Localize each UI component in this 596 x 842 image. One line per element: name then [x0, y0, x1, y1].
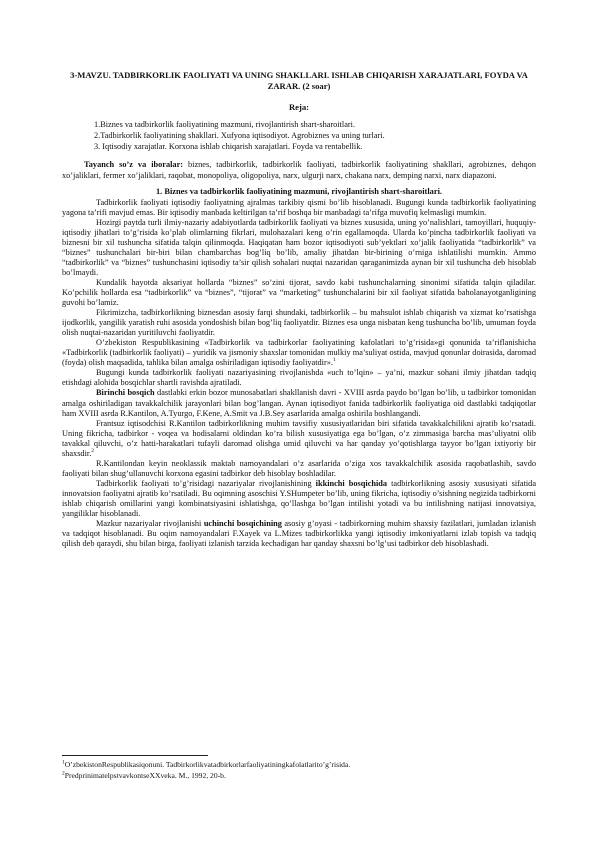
bold-term: uchinchi bosqichining — [203, 519, 282, 529]
paragraph-text: Tadbirkorlik faoliyati to’g’risidagi nazariyalar rivojlanishining — [96, 478, 316, 488]
footnote — [62, 771, 536, 781]
paragraph — [62, 338, 536, 368]
section-heading: 1. Biznes va tadbirkorlik faoliyatining mazmuni, rivojlantirish shart-sharoitlari. — [155, 187, 442, 196]
plan-item: 1.Biznes va tadbirkorlik faoliyatining mazmuni, rivojlantirish shart-sharoitlari. — [94, 120, 356, 130]
keywords-paragraph — [62, 160, 536, 181]
bold-term: Birinchi bosqich — [96, 388, 155, 398]
plan-heading: Reja: — [288, 102, 310, 113]
footnote-mark: 1 — [62, 759, 65, 766]
paragraph-text: tadbirkorlikning asosiy xususiyati sifatida innovatsion faoliyatni ajratib ko’rsatiladi. Bu oqimning asoschisi Y.SHumpeter bo’lib, uning fikricha, iqtisodiy o’sishning negizida tadbirkorni ishlab chiqarish omillarini yangi kombinatsiyasini ishlatishga, qo’llashga bo’lgan intilishi yotadi va bu intilishning natijasi innovatsiya, yangiliklar hisoblanadi. — [62, 478, 537, 519]
paragraph: Tadbirkorlik faoliyati iqtisodiy faoliyatning ajralmas tarkibiy qismi bo’lib hisoblanadi. Bugungi kunda tadbirkorlik faoliyatining yagona ta’rifi mavjud emas. Bir iqtisodiy manbada keltirilgan ta’rif boshqa bir manbadagi ta’rifga muvofiq kelmasligi mumkin. — [62, 197, 536, 217]
paragraph: R.Kantilondan keyin neoklassik maktab namoyandalari o’z asarlarida o’ziga xos tavakkalchilik asosida raqobatlashib, savdo faoliyati bilan shug’ullanuvchi korxona egasini tadbirkor deb hisoblay boshladilar. — [62, 458, 536, 478]
footnote-separator — [62, 755, 208, 756]
paragraph — [62, 419, 536, 459]
page-title: 3-MAVZU. TADBIRKORLIK FAOLIYATI VA UNING SHAKLLARI. ISHLAB CHIQARISH XARAJATLARI, FOYDA VA ZARAR. (2 soar) — [70, 70, 528, 92]
plan-list — [94, 120, 536, 152]
paragraph — [62, 479, 536, 519]
footnote-text: O’zbekistonRespublikasiqonuni. Tadbirkorlikvatadbirkorlarfaoliyatiningkafolatlarito’g’risida. — [64, 760, 351, 769]
paragraph-text: Frantsuz iqtisodchisi R.Kantilon tadbirkorlikning muhim tavsifiy xususiyatlaridan biri sifatida tavakkalchilikni ajratib ko’rsatadi. Uning fikricha, tadbirkor - voqea va hodisalarni oldindan ko’ra bilish xususiyatiga ega bo’lgan, o’z zimmasiga barcha mas’uliyatni olib tavakkal qiluvchi, o’z hatti-harakatlari tufayli daromad olishga umid qiluvchi va har qanday yo’qotishlarga tayyor bo’lgan ixtiyoriy bir shaxsdir. — [62, 418, 536, 458]
footnote — [62, 760, 536, 770]
paragraph: Kundalik hayotda aksariyat hollarda “biznes” so’zini tijorat, savdo kabi tushunchalarning sinonimi sifatida talqin qiladilar. Ko’pchilik hollarda esa “tadbirkorlik” va “biznes”, “tijorat” va “marketing” tushunchalarini bir xil faoliyat sifatida baholanayotganligining guvohi bo’lamiz. — [62, 277, 536, 308]
bold-term: ikkinchi bosqichida — [315, 478, 388, 488]
paragraph-text: O’zbekiston Respublikasining «Tadbirkorlik va tadbirkorlar faoliyatining kafolatlari to’g’risida»gi qonunida ta’riflanishicha «Tadbirkorlik (tadbirkorlik faoliyati) – yuridik va jismoniy shaxslar tomonidan mulkiy ma’suliyat ostida, mavjud qonunlar doirasida, daromad (foyda) olish maqsadida, tahlika bilan amalga oshiriladigan iqtisodiy faoliyatdir». — [62, 338, 536, 368]
paragraph-text: asosiy g’oyasi - tadbirkorning muhim shaxsiy fazilatlari, jumladan izlanish va tadqiqot hisoblanadi. Bu oqim namoyandalari F.Xayek va L.Mizes tadbirkorlikka yangi iqtisodiy imkoniyatlarni izlab topish va tadqiq qilish deb qaraydi, shu bilan birga, faoliyati izlanish tarzida kechadigan har qanday shaxsni bo’lg’usi tadbirkor deb hisoblashadi. — [62, 519, 537, 549]
paragraph-text: dastlabki erkin bozor munosabatlari shakllanish davri - XVIII asrda paydo bo’lgan bo’lib, u tadbirkor tomonidan amalga oshiriladigan tavakkalchilik jarayonlari bilan bog’langan. Aynan iqtisodiyot fanida tadbirkorlik faoliyatiga oid dastlabki tadqiqotlar ham XVIII asrda R.Kantilon, A.Tyurgo, F.Kene, A.Smit va J.B.Sey asarlarida amalga oshirila boshlangandi. — [62, 388, 536, 418]
footnote-mark: 2 — [62, 770, 65, 777]
footnote-ref[interactable]: 1 — [332, 357, 336, 364]
paragraph-text: Mazkur nazariyalar rivojlanishi — [96, 519, 204, 529]
paragraph — [62, 388, 536, 418]
plan-item: 3. Iqtisodiy xarajatlar. Korxona ishlab chiqarish xarajatlari. Foyda va rentabellik. — [94, 141, 363, 151]
footnote-ref[interactable]: 2 — [91, 448, 95, 454]
paragraph: Hozirgi paytda turli ilmiy-nazariy adabiyotlarda tadbirkorlik faoliyati va biznes xususida, uning yo’nalishlari, tamoyillari, huquqiy-iqtisodiy jihatlari to’g’risida ko’plab olimlarning fikrlari, mulohazalari keng o’rin egallamoqda. Ularda ko’pincha tadbirkorlik faoliyati va biznesni bir xil tushuncha sifatida talqin qilinmoqda. Haqiqatan ham bozor iqtisodiyoti sub’yektlari xo’jalik faoliyatida “tadbirkorlik” va “biznes” tushunchalari bir-biri bilan chambarchas bog’liq bo’lib, amaliy jihatdan bir-birining o’rniga ishlatilishi mumkin. Ammo “tadbirkorlik” va “biznes” tushunchasini iqtisodiy ta’sir qilish sohalari nuqtai nazaridan qaraganimizda aynan bir xil tushuncha deb hisoblab bo’lmaydi. — [62, 217, 536, 277]
plan-item: 2.Tadbirkorlik faoliyatining shakllari. Xufyona iqtisodiyot. Agrobiznes va uning turlari. — [94, 131, 385, 140]
paragraph: Bugungi kunda tadbirkorlik faoliyati nazariyasining rivojlanishda «uch to’lqin» – ya’ni, mazkur sohani ilmiy jihatdan tadqiq etishdagi alohida bosqichlar shartli ravishda ajratiladi. — [62, 368, 536, 388]
document-page — [62, 70, 536, 549]
keywords-label: Tayanch so’z va iboralar: — [84, 160, 184, 170]
keywords-text: biznes, tadbirkorlik, tadbirkorlik faoliyati, tadbirkorlik faoliyatining shakllari, agrobiznes, dehqon xo’jaliklari, fermer xo’jaliklari, raqobat, monopoliya, oligopoliya, narx, ulgurji narx, chakana narx, demping narxi, narx diapazoni. — [62, 160, 536, 180]
paragraph: Fikrimizcha, tadbirkorlikning biznesdan asosiy farqi shundaki, tadbirkorlik – bu mahsulot ishlab chiqarish va xizmat ko’rsatishga ijodkorlik, yangilik yaratish ruhi asosida yondoshish bilan bog’liq faoliyatdir. Biznes esa unga nisbatan keng tushuncha bo’lib, umuman foyda olish nuqtai-nazaridan yuritiluvchi faoliyatdir. — [62, 308, 536, 338]
footnote-text: PredprinimatelpstvavkontseXXveka. M., 1992, 20-b. — [64, 771, 226, 780]
paragraph — [62, 519, 536, 549]
